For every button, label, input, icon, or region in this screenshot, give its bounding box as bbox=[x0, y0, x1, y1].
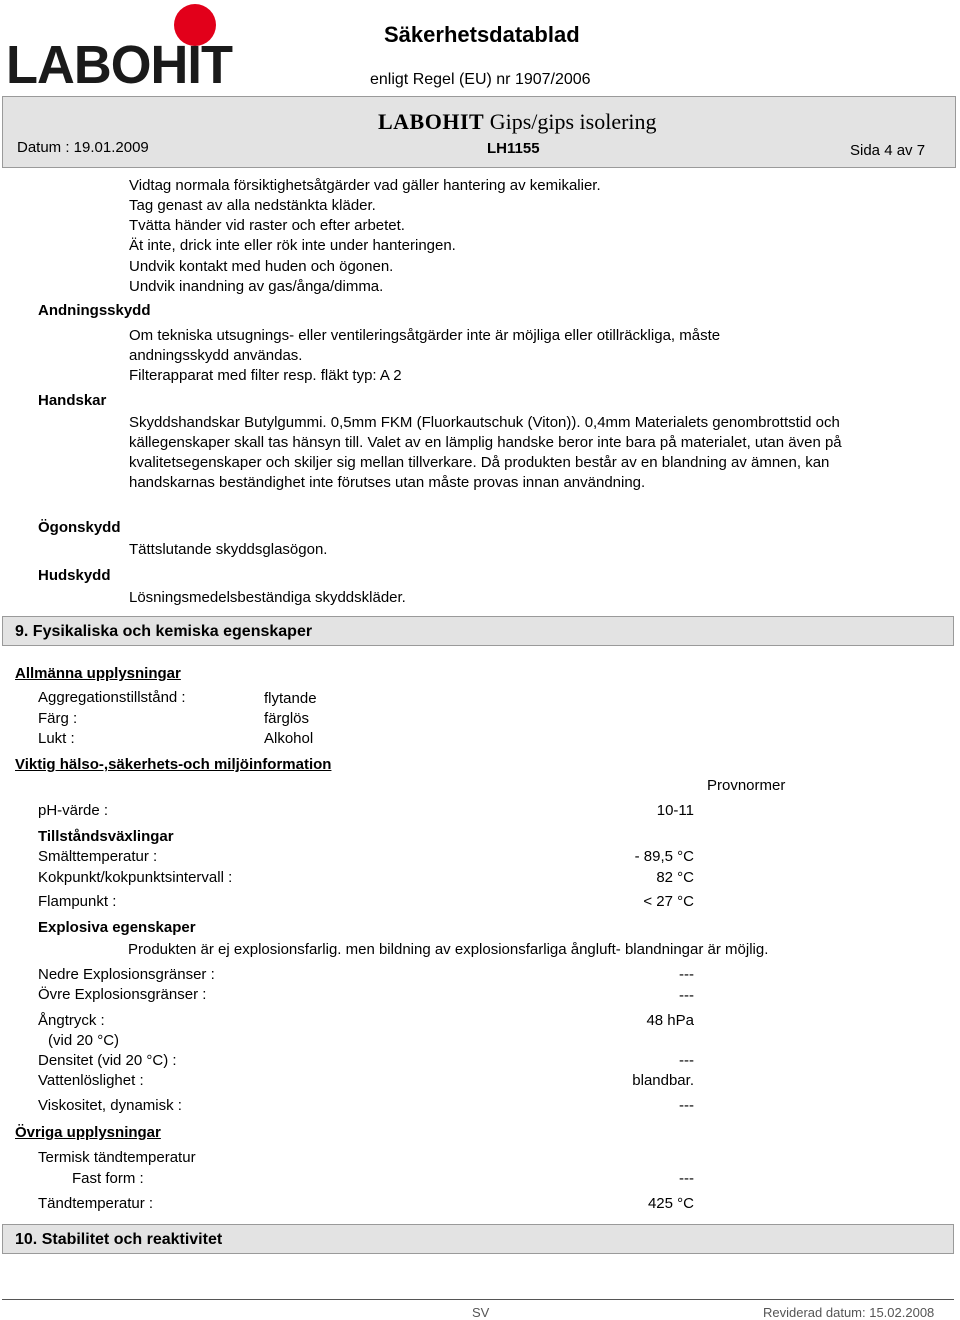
handling-line: Ät inte, drick inte eller rök inte under hanteringen. bbox=[129, 237, 456, 254]
respiratory-text: Om tekniska utsugnings- eller ventileringsåtgärder inte är möjliga eller otillräckliga, måste andningsskydd användas. bbox=[129, 327, 721, 364]
boiling-label: Kokpunkt/kokpunktsintervall : bbox=[38, 869, 233, 886]
viscosity-value: --- bbox=[679, 1097, 694, 1114]
logo-text: LABOHIT bbox=[6, 35, 232, 95]
lower-explosion-value: --- bbox=[679, 966, 694, 983]
company-logo bbox=[6, 4, 232, 95]
upper-explosion-value: --- bbox=[679, 987, 694, 1004]
state-label: Aggregationstillstånd : bbox=[38, 689, 186, 706]
solubility-value: blandbar. bbox=[632, 1072, 694, 1089]
flash-label: Flampunkt : bbox=[38, 893, 117, 910]
odor-value: Alkohol bbox=[264, 730, 314, 747]
vapour-pressure-label: Ångtryck : bbox=[38, 1012, 105, 1029]
solid-form-label: Fast form : bbox=[72, 1170, 144, 1187]
solid-form-value: --- bbox=[679, 1170, 694, 1187]
melting-label: Smälttemperatur : bbox=[38, 848, 158, 865]
footer-language: SV bbox=[472, 1305, 490, 1320]
respiratory-label: Andningsskydd bbox=[38, 302, 151, 319]
hands-label: Handskar bbox=[38, 392, 107, 409]
state-value: flytande bbox=[264, 690, 317, 707]
document-title: Säkerhetsdatablad bbox=[384, 22, 580, 47]
color-label: Färg : bbox=[38, 710, 78, 727]
color-value: färglös bbox=[264, 710, 310, 727]
density-label: Densitet (vid 20 °C) : bbox=[38, 1052, 177, 1069]
product-brand: LABOHIT bbox=[378, 109, 485, 134]
general-info-heading: Allmänna upplysningar bbox=[15, 665, 181, 682]
odor-label: Lukt : bbox=[38, 730, 75, 747]
solubility-label: Vattenlöslighet : bbox=[38, 1072, 144, 1089]
other-info-heading: Övriga upplysningar bbox=[15, 1124, 161, 1141]
ph-label: pH-värde : bbox=[38, 802, 109, 819]
section-9-header: 9. Fysikaliska och kemiska egenskaper bbox=[2, 616, 954, 646]
product-name bbox=[378, 109, 657, 135]
test-norms-label: Provnormer bbox=[707, 777, 786, 794]
handling-line: Tvätta händer vid raster och efter arbetet. bbox=[129, 217, 405, 234]
viscosity-label: Viskositet, dynamisk : bbox=[38, 1097, 182, 1114]
eyes-text: Tättslutande skyddsglasögon. bbox=[129, 541, 328, 558]
product-code: LH1155 bbox=[487, 140, 540, 157]
melting-value: - 89,5 °C bbox=[634, 848, 694, 865]
handling-line: Vidtag normala försiktighetsåtgärder vad gäller hantering av kemikalier. bbox=[129, 177, 601, 194]
hands-text: Skyddshandskar Butylgummi. 0,5mm FKM (Fluorkautschuk (Viton)). 0,4mm Materialets genombrottstid och källegenskaper skall tas hänsyn till. Valet av en lämplig handske beror inte bara på materialet, utan även på kvalitetsegenskaper och skiljer sig mellan tillverkare. Då produkten består av en blandning av ämnen, kan handskarnas beständighet inte förutses utan måste provas innan användning. bbox=[129, 414, 842, 491]
handling-line: Undvik inandning av gas/ånga/dimma. bbox=[129, 278, 384, 295]
page-number: Sida 4 av 7 bbox=[850, 142, 926, 159]
ph-value: 10-11 bbox=[656, 802, 694, 819]
boiling-value: 82 °C bbox=[656, 869, 694, 886]
density-value: --- bbox=[679, 1052, 694, 1069]
thermal-ignition-label: Termisk tändtemperatur bbox=[38, 1149, 196, 1166]
document-date: Datum : 19.01.2009 bbox=[17, 139, 149, 156]
vapour-pressure-condition: (vid 20 °C) bbox=[48, 1032, 120, 1049]
respiratory-filter: Filterapparat med filter resp. fläkt typ: A 2 bbox=[129, 367, 402, 384]
document-subtitle: enligt Regel (EU) nr 1907/2006 bbox=[370, 71, 591, 88]
vapour-pressure-value: 48 hPa bbox=[646, 1012, 694, 1029]
section-10-header: 10. Stabilitet och reaktivitet bbox=[2, 1224, 954, 1254]
handling-line: Undvik kontakt med huden och ögonen. bbox=[129, 258, 394, 275]
footer-revised-date: Reviderad datum: 15.02.2008 bbox=[763, 1305, 935, 1320]
skin-text: Lösningsmedelsbeständiga skyddskläder. bbox=[129, 589, 406, 606]
handling-line: Tag genast av alla nedstänkta kläder. bbox=[129, 197, 376, 214]
product-rest: Gips/gips isolering bbox=[484, 109, 657, 134]
phase-changes-heading: Tillståndsväxlingar bbox=[38, 828, 174, 845]
explosive-text: Produkten är ej explosionsfarlig. men bildning av explosionsfarliga ångluft- blandningar är möjlig. bbox=[128, 941, 769, 958]
explosive-heading: Explosiva egenskaper bbox=[38, 919, 196, 936]
important-info-heading: Viktig hälso-,säkerhets-och miljöinformation bbox=[15, 756, 332, 773]
ignition-temperature-value: 425 °C bbox=[647, 1195, 694, 1212]
ignition-temperature-label: Tändtemperatur : bbox=[38, 1195, 154, 1212]
flash-value: < 27 °C bbox=[643, 893, 694, 910]
lower-explosion-label: Nedre Explosionsgränser : bbox=[38, 966, 215, 983]
footer-divider bbox=[2, 1299, 954, 1300]
upper-explosion-label: Övre Explosionsgränser : bbox=[38, 986, 207, 1003]
eyes-label: Ögonskydd bbox=[38, 519, 121, 536]
skin-label: Hudskydd bbox=[38, 567, 111, 584]
